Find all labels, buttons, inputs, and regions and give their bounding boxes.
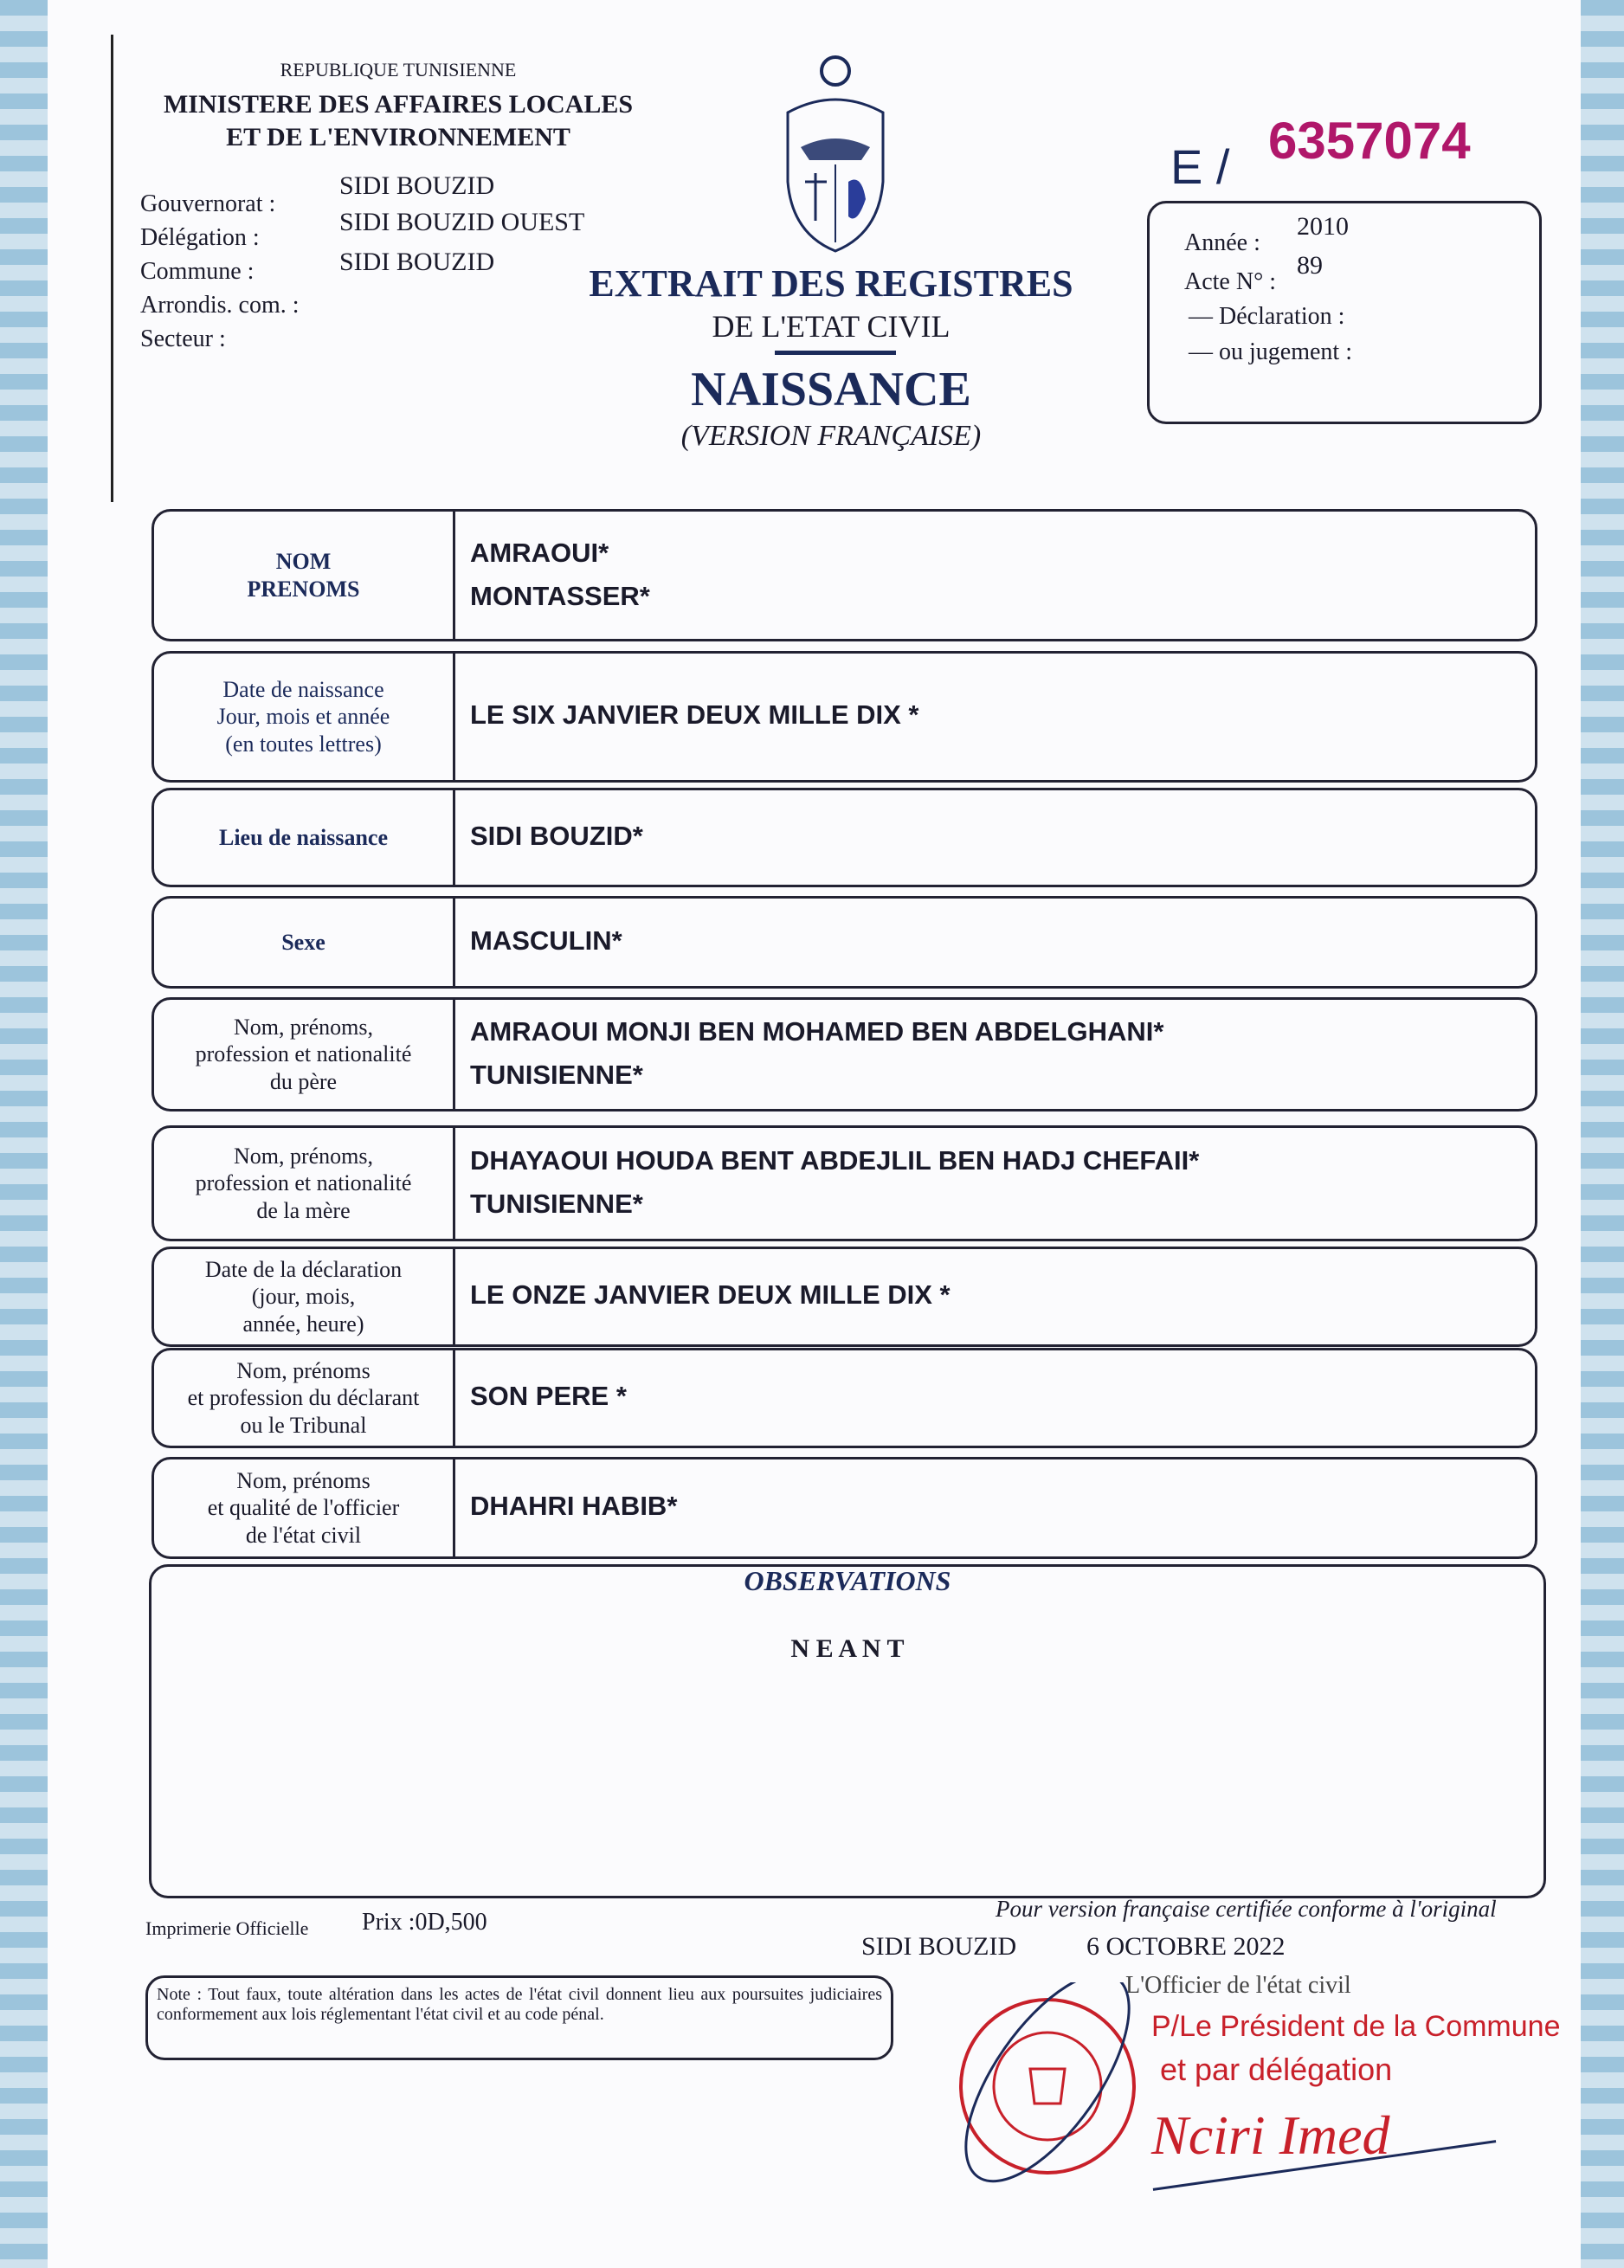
declaration-label: — Déclaration : (1189, 303, 1345, 330)
commune-label: Commune : (140, 258, 255, 285)
annee-value: 2010 (1297, 212, 1349, 241)
gouvernorat-label: Gouvernorat : (140, 190, 276, 217)
row-value: AMRAOUI* (470, 537, 609, 568)
stamp-line-2: et par délégation (1160, 2052, 1393, 2087)
margin-line (111, 35, 113, 502)
register-row (151, 1247, 1537, 1347)
observations-title: OBSERVATIONS (744, 1565, 951, 1596)
jugement-label: — ou jugement : (1189, 338, 1352, 365)
title-version: (VERSION FRANÇAISE) (680, 420, 982, 452)
row-value: MASCULIN* (470, 925, 622, 956)
stamp-line-1: P/Le Président de la Commune (1151, 2010, 1561, 2043)
delegation-label: Délégation : (140, 224, 260, 251)
row-label: Date de la déclaration (jour, mois, année, heure) (154, 1249, 455, 1344)
printer-label: Imprimerie Officielle (145, 1917, 309, 1939)
row-label: Nom, prénoms et profession du déclarant ou le Tribunal (154, 1350, 455, 1446)
date-text: 6 OCTOBRE 2022 (1086, 1932, 1286, 1961)
republic-label: REPUBLIQUE TUNISIENNE (280, 59, 517, 81)
register-row (151, 1348, 1537, 1448)
officer-title: L'Officier de l'état civil (1125, 1972, 1351, 1999)
row-value: SIDI BOUZID* (470, 820, 643, 851)
title-extrait: EXTRAIT DES REGISTRES (589, 262, 1073, 305)
annee-label: Année : (1184, 229, 1260, 256)
row-label: Sexe (154, 899, 455, 986)
serial-prefix: E / (1170, 139, 1230, 194)
note-box (145, 1975, 893, 2060)
register-row (151, 651, 1537, 783)
official-stamp (952, 1982, 1143, 2190)
ministry-line-1: MINISTERE DES AFFAIRES LOCALES (163, 90, 634, 119)
row-label: Date de naissance Jour, mois et année (en toutes lettres) (154, 654, 455, 780)
row-value: TUNISIENNE* (470, 1189, 643, 1219)
row-value: LE SIX JANVIER DEUX MILLE DIX * (470, 699, 919, 730)
certified-text: Pour version française certifiée conforme à l'original (996, 1896, 1497, 1922)
acte-label: Acte N° : (1184, 268, 1277, 295)
delegation-value: SIDI BOUZID OUEST (339, 208, 585, 236)
serial-number: 6357074 (1268, 112, 1471, 170)
row-value: SON PERE * (470, 1381, 627, 1411)
coat-of-arms-emblem (775, 52, 896, 255)
arrondissement-label: Arrondis. com. : (140, 292, 300, 319)
register-row (151, 997, 1537, 1111)
row-value: DHAHRI HABIB* (470, 1491, 678, 1521)
row-value: LE ONZE JANVIER DEUX MILLE DIX * (470, 1279, 951, 1310)
register-row (151, 788, 1537, 887)
title-divider (775, 351, 896, 355)
title-naissance: NAISSANCE (691, 363, 971, 416)
row-label: Lieu de naissance (154, 790, 455, 885)
acte-box (1147, 201, 1542, 424)
row-label: NOM PRENOMS (154, 512, 455, 639)
row-label: Nom, prénoms, profession et nationalité du père (154, 1000, 455, 1109)
register-row (151, 896, 1537, 989)
observations-box (149, 1564, 1546, 1898)
row-value: DHAYAOUI HOUDA BENT ABDEJLIL BEN HADJ CHEFAII* (470, 1145, 1200, 1176)
acte-value: 89 (1297, 251, 1323, 280)
row-label: Nom, prénoms et qualité de l'officier de l'état civil (154, 1459, 455, 1556)
row-value: MONTASSER* (470, 580, 650, 611)
title-etat-civil: DE L'ETAT CIVIL (712, 309, 951, 344)
note-text: Note : Tout faux, toute altération dans les actes de l'état civil donnent lieu aux poursuites judiciaires conformement aux lois réglementant l'état civil et au code pénal. (157, 1985, 882, 2024)
place-text: SIDI BOUZID (861, 1932, 1017, 1961)
row-value: TUNISIENNE* (470, 1060, 643, 1090)
secteur-label: Secteur : (140, 325, 226, 352)
ministry-line-2: ET DE L'ENVIRONNEMENT (226, 123, 570, 151)
register-row (151, 509, 1537, 641)
gouvernorat-value: SIDI BOUZID (339, 171, 495, 200)
row-label: Nom, prénoms, profession et nationalité de la mère (154, 1128, 455, 1239)
register-row (151, 1125, 1537, 1241)
observations-value: N E A N T (790, 1634, 905, 1663)
commune-value: SIDI BOUZID (339, 248, 495, 276)
price-label: Prix :0D,500 (362, 1909, 487, 1936)
row-value: AMRAOUI MONJI BEN MOHAMED BEN ABDELGHANI* (470, 1016, 1164, 1047)
register-row (151, 1457, 1537, 1559)
signature-name: Nciri Imed (1151, 2104, 1390, 2166)
